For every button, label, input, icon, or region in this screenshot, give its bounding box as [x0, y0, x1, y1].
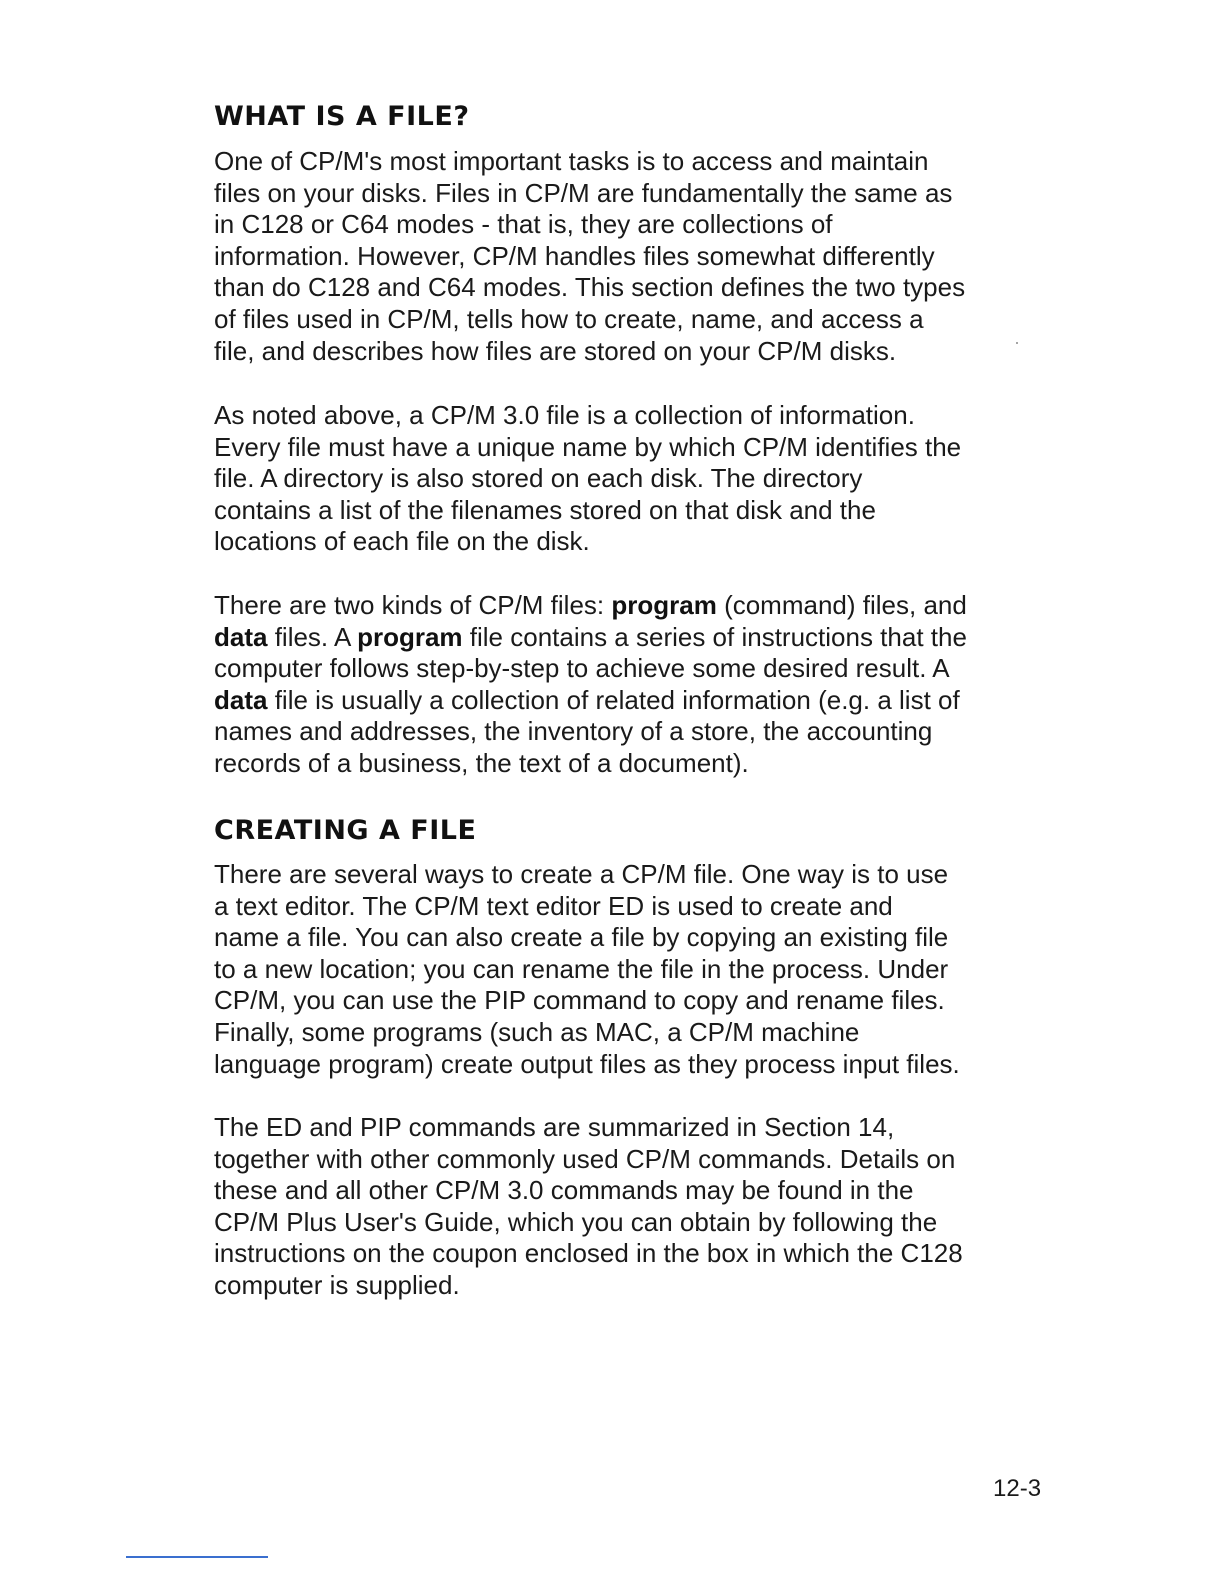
text-line: Every file must have a unique name by which CP/M identifies the: [214, 431, 962, 462]
section-heading-creating-a-file: CREATING A FILE: [214, 815, 477, 846]
text-line: computer is supplied.: [214, 1269, 460, 1300]
text-line: files on your disks. Files in CP/M are fundamentally the same as: [214, 177, 953, 208]
text-line: The ED and PIP commands are summarized in Section 14,: [214, 1112, 895, 1142]
paragraph-file-kinds: [214, 590, 967, 780]
paragraph-ed-pip-summary: [214, 1112, 963, 1302]
text-line: instructions on the coupon enclosed in the box in which the C128: [214, 1238, 963, 1269]
text-line: [214, 685, 967, 717]
text-line: information. However, CP/M handles files somewhat differently: [214, 240, 935, 271]
footer-rule: [126, 1556, 268, 1558]
section-heading-what-is-a-file: WHAT IS A FILE?: [214, 101, 470, 132]
text-line: CP/M Plus User's Guide, which you can obtain by following the: [214, 1206, 938, 1237]
text-line: One of CP/M's most important tasks is to access and maintain: [214, 146, 929, 176]
text-line: to a new location; you can rename the file in the process. Under: [214, 953, 949, 984]
text-line: than do C128 and C64 modes. This section defines the two types: [214, 272, 966, 303]
text-line: of files used in CP/M, tells how to create, name, and access a: [214, 303, 924, 334]
text-run: file contains a series of instructions that the: [462, 621, 967, 652]
text-line: [214, 590, 967, 622]
text-line: name a file. You can also create a file by copying an existing file: [214, 922, 949, 953]
text-line: file. A directory is also stored on each disk. The directory: [214, 463, 863, 494]
text-line: file, and describes how files are stored on your CP/M disks.: [214, 335, 897, 366]
text-line: these and all other CP/M 3.0 commands may be found in the: [214, 1175, 914, 1206]
page-number: 12-3: [993, 1475, 1042, 1502]
text-line: computer follows step-by-step to achieve some desired result. A: [214, 653, 950, 684]
text-line: together with other commonly used CP/M commands. Details on: [214, 1143, 956, 1174]
text-line: [214, 622, 967, 654]
text-line: locations of each file on the disk.: [214, 526, 590, 557]
text-line: names and addresses, the inventory of a store, the accounting: [214, 716, 933, 747]
text-line: There are several ways to create a CP/M file. One way is to use: [214, 859, 949, 889]
paragraph-creating-methods: [214, 859, 960, 1080]
text-line: records of a business, the text of a document).: [214, 747, 749, 778]
text-run: (command) files, and: [716, 590, 967, 620]
term-data: data: [214, 621, 268, 652]
scan-speck: [1016, 342, 1018, 344]
paragraph-file-overview: [214, 146, 965, 367]
paragraph-file-directory: [214, 400, 961, 558]
text-line: contains a list of the filenames stored on that disk and the: [214, 494, 876, 525]
text-line: As noted above, a CP/M 3.0 file is a collection of information.: [214, 400, 915, 430]
text-line: a text editor. The CP/M text editor ED is used to create and: [214, 890, 893, 921]
term-program: program: [611, 590, 717, 620]
text-run: There are two kinds of CP/M files:: [214, 590, 612, 620]
text-run: files. A: [267, 621, 358, 652]
text-line: CP/M, you can use the PIP command to copy and rename files.: [214, 985, 945, 1016]
text-line: Finally, some programs (such as MAC, a CP/M machine: [214, 1016, 860, 1047]
text-run: file is usually a collection of related information (e.g. a list of: [267, 684, 960, 715]
term-data: data: [214, 684, 268, 715]
text-line: language program) create output files as they process input files.: [214, 1048, 960, 1079]
text-line: in C128 or C64 modes - that is, they are collections of: [214, 209, 833, 240]
term-program: program: [357, 621, 463, 652]
